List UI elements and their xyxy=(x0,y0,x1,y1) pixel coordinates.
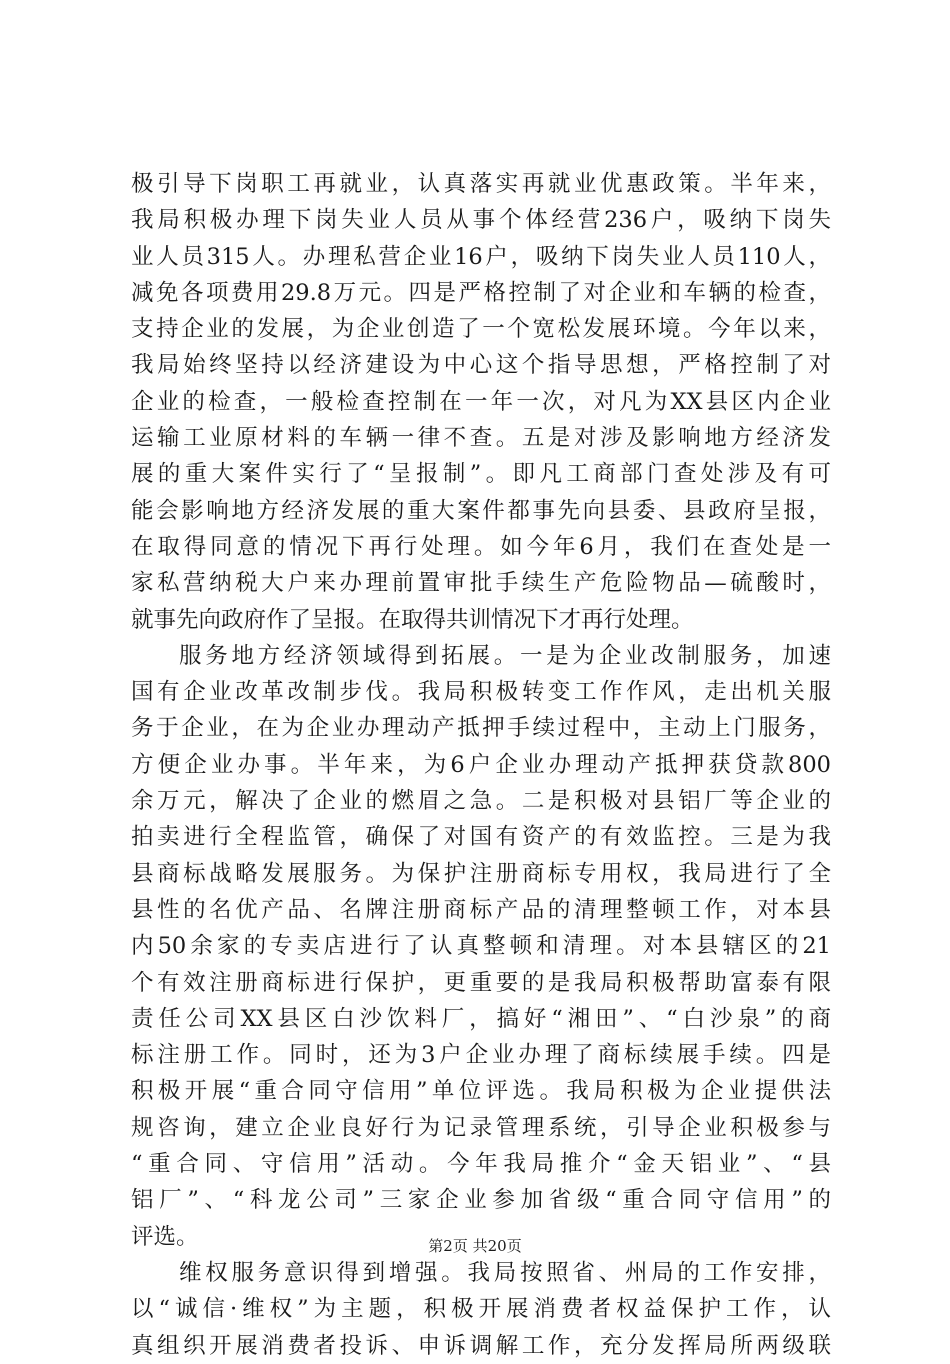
text-line: 就事先向政府作了呈报。在取得共训情况下才再行处理。 xyxy=(131,606,694,633)
text-line: 展的重大案件实行了“呈报制”。即凡工商部门查处涉及有可 xyxy=(131,461,831,488)
text-line: 我局积极办理下岗失业人员从事个体经营236户，吸纳下岗失 xyxy=(131,207,831,234)
page-number-footer: 第2页 共20页 xyxy=(428,1237,522,1255)
text-line: 规咨询，建立企业良好行为记录管理系统，引导企业积极参与 xyxy=(131,1114,831,1141)
text-line: 极引导下岗职工再就业，认真落实再就业优惠政策。半年来， xyxy=(131,171,831,197)
text-line: 以“诚信·维权”为主题，积极开展消费者权益保护工作，认 xyxy=(131,1296,831,1323)
text-line: “重合同、守信用”活动。今年我局推介“金天铝业”、“县 xyxy=(131,1151,831,1178)
paragraph-first-line: 服务地方经济领域得到拓展。一是为企业改制服务，加速 xyxy=(179,642,831,669)
paragraph-first-line: 维权服务意识得到增强。我局按照省、州局的工作安排， xyxy=(179,1259,831,1286)
text-line: 个有效注册商标进行保护，更重要的是我局积极帮助富泰有限 xyxy=(131,969,831,996)
text-line: 方便企业办事。半年来，为6户企业办理动产抵押获贷款800 xyxy=(131,751,831,778)
text-line: 积极开展“重合同守信用”单位评选。我局积极为企业提供法 xyxy=(131,1078,831,1105)
text-line: 支持企业的发展，为企业创造了一个宽松发展环境。今年以来， xyxy=(131,316,831,343)
text-line: 内50余家的专卖店进行了认真整顿和清理。对本县辖区的21 xyxy=(131,933,831,960)
text-line: 标注册工作。同时，还为3户企业办理了商标续展手续。四是 xyxy=(131,1042,831,1069)
text-line: 真组织开展消费者投诉、申诉调解工作，充分发挥局所两级联 xyxy=(131,1332,831,1359)
text-line: 运输工业原材料的车辆一律不查。五是对涉及影响地方经济发 xyxy=(131,425,831,452)
text-line: 铝厂”、“科龙公司”三家企业参加省级“重合同守信用”的 xyxy=(131,1187,831,1214)
text-line: 减免各项费用29.8万元。四是严格控制了对企业和车辆的检查， xyxy=(131,279,831,306)
text-line: 责任公司XX县区白沙饮料厂，搞好“湘田”、“白沙泉”的商 xyxy=(131,1005,831,1032)
text-line: 县性的名优产品、名牌注册商标产品的清理整顿工作，对本县 xyxy=(131,896,831,923)
document-body xyxy=(131,166,831,1364)
text-line: 能会影响地方经济发展的重大案件都事先向县委、县政府呈报， xyxy=(131,497,831,524)
text-line: 业人员315人。办理私营企业16户，吸纳下岗失业人员110人， xyxy=(131,243,831,270)
text-line: 拍卖进行全程监管，确保了对国有资产的有效监控。三是为我 xyxy=(131,824,831,851)
text-line: 企业的检查，一般检查控制在一年一次，对凡为XX县区内企业 xyxy=(131,388,831,415)
text-line: 县商标战略发展服务。为保护注册商标专用权，我局进行了全 xyxy=(131,860,831,887)
text-line: 我局始终坚持以经济建设为中心这个指导思想，严格控制了对 xyxy=(131,352,831,379)
text-line: 国有企业改革改制步伐。我局积极转变工作作风，走出机关服 xyxy=(131,679,831,706)
text-line: 务于企业，在为企业办理动产抵押手续过程中，主动上门服务， xyxy=(131,715,831,742)
text-line: 评选。 xyxy=(131,1223,199,1250)
text-line: 在取得同意的情况下再行处理。如今年6月，我们在查处是一 xyxy=(131,533,831,560)
text-line: 家私营纳税大户来办理前置审批手续生产危险物品—硫酸时， xyxy=(131,570,831,597)
text-line: 余万元，解决了企业的燃眉之急。二是积极对县铝厂等企业的 xyxy=(131,788,831,815)
